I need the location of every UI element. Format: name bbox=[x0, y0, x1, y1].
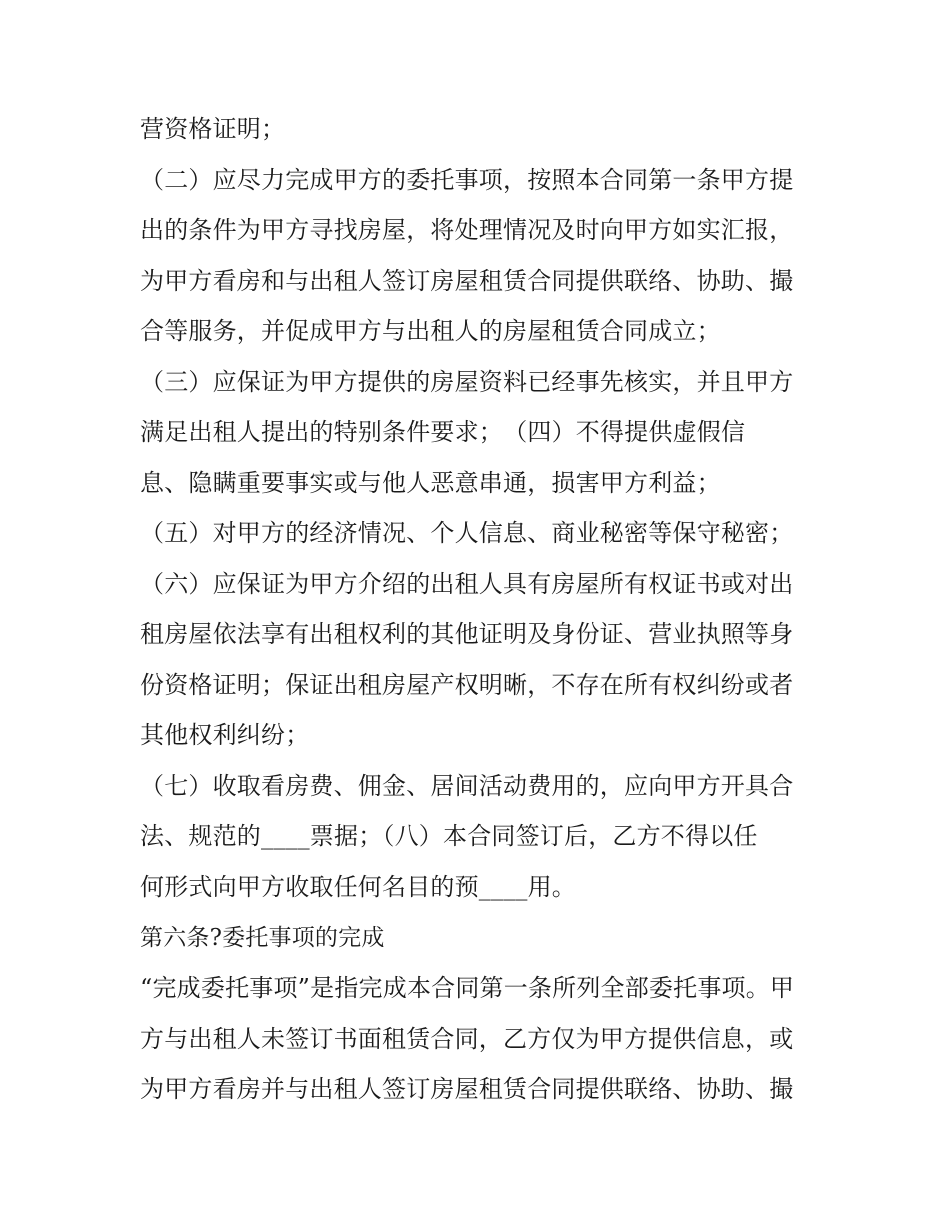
text-line: （六）应保证为甲方介绍的出租人具有房屋所有权证书或对出 bbox=[140, 570, 794, 598]
text-line: （三）应保证为甲方提供的房屋资料已经事先核实，并且甲方 bbox=[140, 368, 794, 396]
text-line: 营资格证明； bbox=[140, 115, 286, 143]
text-line: 出的条件为甲方寻找房屋，将处理情况及时向甲方如实汇报， bbox=[140, 216, 794, 244]
text-line: 方与出租人未签订书面租赁合同，乙方仅为甲方提供信息，或 bbox=[140, 1025, 794, 1053]
section-heading: 第六条?委托事项的完成 bbox=[140, 925, 385, 951]
text-line: （二）应尽力完成甲方的委托事项，按照本合同第一条甲方提 bbox=[140, 166, 794, 194]
text-line: 其他权利纠纷； bbox=[140, 721, 310, 749]
text-line: 法、规范的____票据；（八）本合同签订后，乙方不得以任 bbox=[140, 822, 758, 850]
text-line: 满足出租人提出的特别条件要求； （四）不得提供虚假信 bbox=[140, 418, 746, 446]
text-line: 为甲方看房和与出租人签订房屋租赁合同提供联络、协助、撮 bbox=[140, 267, 794, 295]
text-line: 租房屋依法享有出租权利的其他证明及身份证、营业执照等身 bbox=[140, 620, 794, 648]
text-line: 为甲方看房并与出租人签订房屋租赁合同提供联络、协助、撮 bbox=[140, 1075, 794, 1103]
text-line: 何形式向甲方收取任何名目的预____用。 bbox=[140, 873, 576, 901]
text-line: （七）收取看房费、佣金、居间活动费用的，应向甲方开具合 bbox=[140, 772, 794, 800]
text-line: 份资格证明；保证出租房屋产权明晰，不存在所有权纠纷或者 bbox=[140, 671, 794, 699]
text-line: （五）对甲方的经济情况、个人信息、商业秘密等保守秘密； bbox=[140, 519, 794, 547]
text-line: “完成委托事项”是指完成本合同第一条所列全部委托事项。甲 bbox=[140, 974, 795, 1002]
text-line: 合等服务，并促成甲方与出租人的房屋租赁合同成立； bbox=[140, 317, 721, 345]
text-line: 息、隐瞒重要事实或与他人恶意串通，损害甲方利益； bbox=[140, 469, 721, 497]
